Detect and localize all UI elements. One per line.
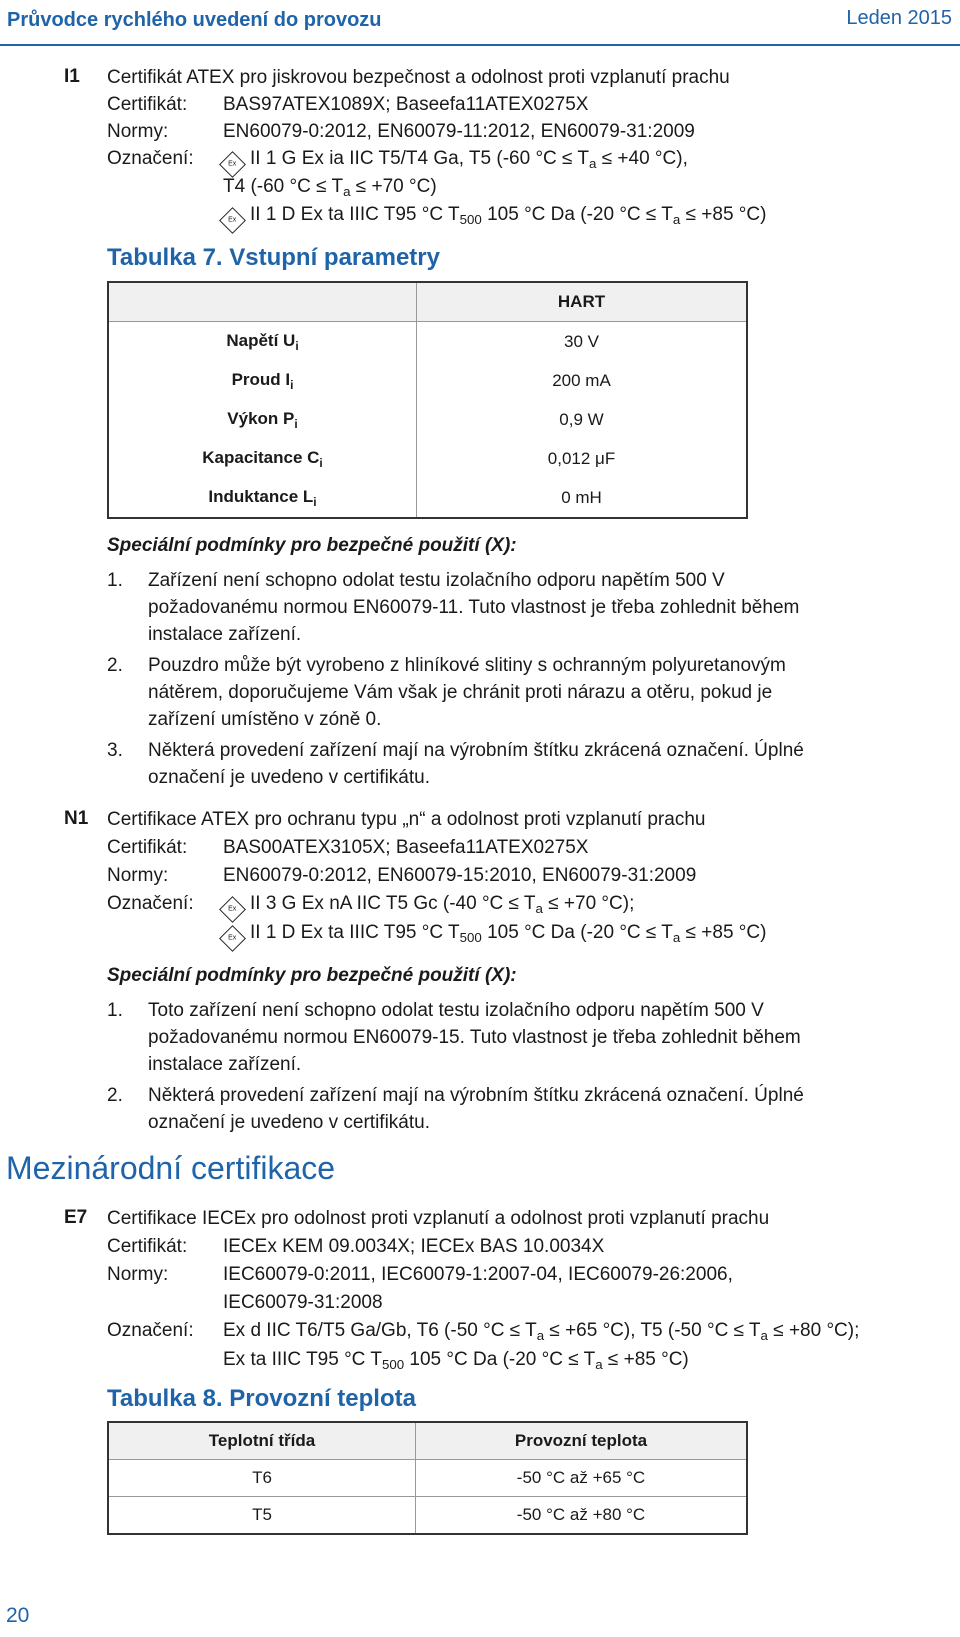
list-item: Toto zařízení není schopno odolat testu izolačního odporu napětím 500 V [148, 1000, 764, 1021]
temp-range-cell: -50 °C až +65 °C [416, 1460, 748, 1497]
section-code-e7: E7 [64, 1207, 88, 1228]
param-label: Kapacitance $C_i$ [108, 439, 417, 478]
list-item: Některá provedení zařízení mají na výrobním štítku zkrácená označení. Úplné [148, 740, 804, 761]
table-row [108, 478, 747, 518]
input-parameters-table [107, 281, 748, 519]
page-header-date: Leden 2015 [846, 7, 952, 29]
table-row [108, 1460, 747, 1497]
section-code-i1: I1 [64, 66, 80, 87]
list-item: nátěrem, doporučujeme Vám však je chránit proti nárazu a otěru, pokud je [148, 682, 773, 703]
param-value: 0,012 μF [547, 448, 616, 468]
table8-caption: Tabulka 8. Provozní teplota [107, 1385, 416, 1412]
list-item-number: 3. [107, 740, 123, 761]
ex-marking-icon: Ex [219, 151, 246, 178]
ex-marking-icon: Ex [219, 896, 246, 923]
list-item: instalace zařízení. [148, 624, 302, 645]
table-row [108, 400, 747, 439]
n1-mark-label: Označení: [107, 893, 194, 914]
table-header-row [108, 1422, 747, 1460]
list-item: zařízení umístěno v zóně 0. [148, 709, 382, 730]
e7-norms-line2: IEC60079-31:2008 [223, 1292, 383, 1313]
list-item-number: 2. [107, 655, 123, 676]
n1-title: Certifikace ATEX pro ochranu typu „n“ a odolnost proti vzplanutí prachu [107, 809, 706, 830]
i1-norms-value: EN60079-0:2012, EN60079-11:2012, EN60079-31:2009 [223, 121, 695, 142]
table-header-empty [108, 282, 417, 322]
section-code-n1: N1 [64, 808, 89, 829]
n1-cert-value: BAS00ATEX3105X; Baseefa11ATEX0275X [223, 837, 589, 858]
header-divider [0, 44, 960, 46]
page-number: 20 [6, 1604, 30, 1627]
n1-mark-line2: Ex II 1 D Ex ta IIIC T95 °C $T_{500}$ 105 °C Da (-20 $^\circ C \le T_a \le +85$ °C) [220, 919, 766, 951]
list-item: Pouzdro může být vyrobeno z hliníkové slitiny s ochranným polyuretanovým [148, 655, 786, 676]
i1-mark-line1: Ex II 1 G Ex ia IIC T5/T4 Ga, T5 (-60 $^\circ C \le T_a \le +40$ °C), [220, 145, 688, 177]
e7-norms-label: Normy: [107, 1264, 169, 1285]
param-value: 0 mH [561, 487, 602, 507]
e7-title: Certifikace IECEx pro odolnost proti vzplanutí a odolnost proti vzplanutí prachu [107, 1208, 770, 1229]
n1-mark-line1: Ex II 3 G Ex nA IIC T5 Gc (-40 $^\circ C \le T_a \le +70$ °C); [220, 890, 634, 922]
list-item: požadovanému normou EN60079-11. Tuto vlastnost je třeba zohlednit během [148, 597, 800, 618]
special-conditions-heading: Speciální podmínky pro bezpečné použití (X): [107, 535, 517, 556]
e7-mark-line1: Ex d IIC T6/T5 Ga/Gb, T6 (-50 $^\circ C \le T_a \le +65$ °C), T5 (-50 $^\circ C \le T_a \le +80$ °C); [223, 1320, 860, 1343]
n1-norms-value: EN60079-0:2012, EN60079-15:2010, EN60079-31:2009 [223, 865, 697, 886]
list-item: Některá provedení zařízení mají na výrobním štítku zkrácená označení. Úplné [148, 1085, 804, 1106]
e7-mark-line2: Ex ta IIIC T95 °C $T_{500}$ 105 °C Da (-20 $^\circ C \le T_a \le +85$ °C) [223, 1349, 689, 1372]
list-item: Zařízení není schopno odolat testu izolačního odporu napětím 500 V [148, 570, 725, 591]
param-value: 30 V [564, 331, 599, 351]
table-row [108, 322, 747, 362]
i1-cert-label: Certifikát: [107, 94, 188, 115]
e7-norms-line1: IEC60079-0:2011, IEC60079-1:2007-04, IEC60079-26:2006, [223, 1264, 733, 1285]
param-label: Výkon $P_i$ [108, 400, 417, 439]
i1-mark-line3: Ex II 1 D Ex ta IIIC T95 °C $T_{500}$ 105 °C Da (-20 $^\circ C \le T_a \le +85$ °C) [220, 201, 766, 233]
list-item-number: 2. [107, 1085, 123, 1106]
table-header-row [108, 282, 747, 322]
special-conditions-heading: Speciální podmínky pro bezpečné použití (X): [107, 965, 517, 986]
e7-cert-label: Certifikát: [107, 1236, 188, 1257]
list-item: označení je uvedeno v certifikátu. [148, 767, 431, 788]
table-header-class: Teplotní třída [108, 1422, 416, 1460]
n1-cert-label: Certifikát: [107, 837, 188, 858]
param-label: Napětí $U_i$ [108, 322, 417, 362]
param-value: 0,9 W [559, 409, 604, 429]
table-row [108, 1497, 747, 1535]
ex-marking-icon: Ex [219, 207, 246, 234]
list-item: instalace zařízení. [148, 1054, 302, 1075]
temp-class-cell: T6 [108, 1460, 416, 1497]
i1-title: Certifikát ATEX pro jiskrovou bezpečnost a odolnost proti vzplanutí prachu [107, 67, 730, 88]
n1-norms-label: Normy: [107, 865, 169, 886]
e7-mark-label: Označení: [107, 1320, 194, 1341]
i1-norms-label: Normy: [107, 121, 169, 142]
temp-range-cell: -50 °C až +80 °C [416, 1497, 748, 1535]
param-label: Proud $I_i$ [108, 361, 417, 400]
list-item-number: 1. [107, 570, 123, 591]
list-item-number: 1. [107, 1000, 123, 1021]
i1-mark-label: Označení: [107, 148, 194, 169]
table-row [108, 439, 747, 478]
section-heading-international: Mezinárodní certifikace [6, 1150, 336, 1186]
page-header-title: Průvodce rychlého uvedení do provozu [7, 9, 382, 31]
param-label: Induktance $L_i$ [108, 478, 417, 518]
i1-cert-value: BAS97ATEX1089X; Baseefa11ATEX0275X [223, 94, 589, 115]
table-row [108, 361, 747, 400]
operating-temperature-table [107, 1421, 748, 1535]
i1-mark-line2: T4 (-60 $^\circ C \le T_a \le +70$ °C) [223, 176, 437, 199]
e7-cert-value: IECEx KEM 09.0034X; IECEx BAS 10.0034X [223, 1236, 605, 1257]
table-header-temperature: Provozní teplota [416, 1422, 748, 1460]
table-header-hart: HART [417, 282, 748, 322]
list-item: označení je uvedeno v certifikátu. [148, 1112, 431, 1133]
param-value: 200 mA [552, 370, 611, 390]
temp-class-cell: T5 [108, 1497, 416, 1535]
list-item: požadovanému normou EN60079-15. Tuto vlastnost je třeba zohlednit během [148, 1027, 801, 1048]
table7-caption: Tabulka 7. Vstupní parametry [107, 244, 440, 271]
ex-marking-icon: Ex [219, 925, 246, 952]
